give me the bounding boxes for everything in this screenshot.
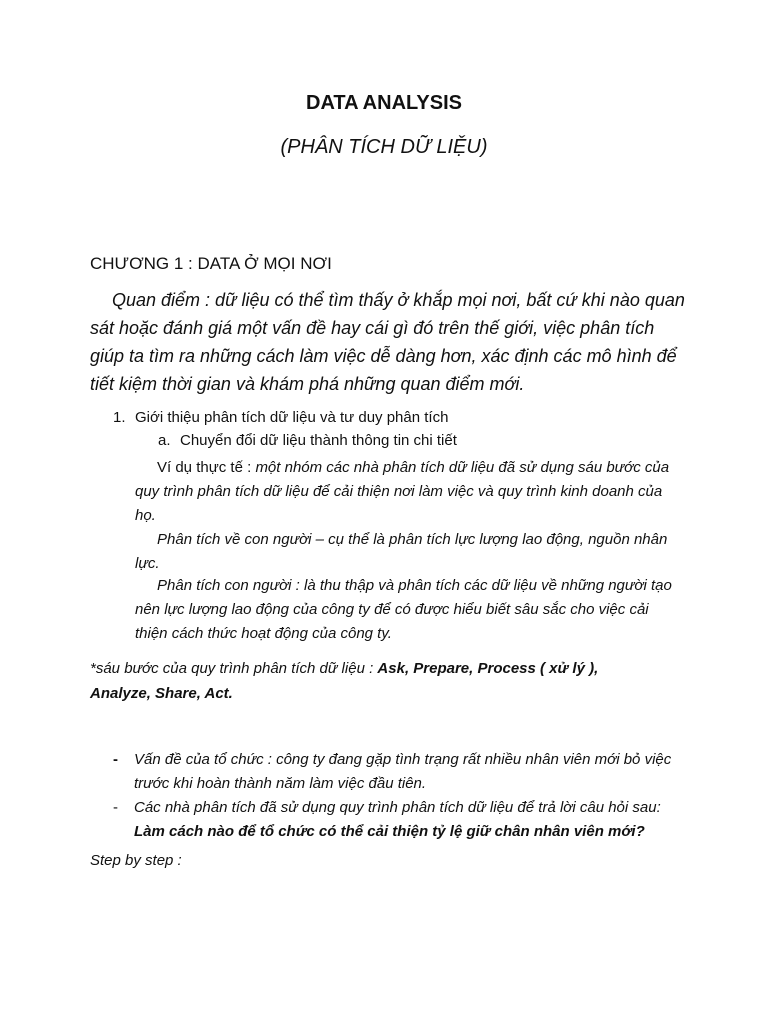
six-steps-prefix: *sáu bước của quy trình phân tích dữ liệu :: [90, 660, 378, 677]
bullet-item-1-text: Vấn đề của tổ chức : công ty đang gặp tình trạng rất nhiều nhân viên mới bỏ việc trước khi hoàn thành năm làm việc đầu tiên.: [134, 751, 672, 792]
viewpoint-paragraph: [90, 286, 690, 398]
sub-item-a-letter: a.: [158, 432, 171, 449]
document-subtitle: (PHÂN TÍCH DỮ LIỆU): [280, 136, 488, 158]
bullet-item-2-text: Các nhà phân tích đã sử dụng quy trình phân tích dữ liệu để trả lời câu hỏi sau:: [134, 799, 661, 816]
bullet-item-1: [113, 748, 673, 796]
bullet-dash-2: -: [113, 799, 118, 816]
sub-item-a: [158, 432, 457, 449]
example-text: một nhóm các nhà phân tích dữ liệu đã sử dụng sáu bước của quy trình phân tích dữ liệu để cải thiện nơi làm việc và quy trình kinh doanh của họ.: [135, 459, 670, 524]
step-by-step-label: Step by step :: [90, 852, 182, 869]
bullet-item-2-content: [134, 796, 673, 844]
bullet-dash-1: -: [113, 751, 118, 768]
chapter-heading: CHƯƠNG 1 : DATA Ở MỌI NƠI: [90, 254, 332, 273]
people-analytics-paragraph: [135, 528, 680, 576]
sub-item-a-text: Chuyển đổi dữ liệu thành thông tin chi tiết: [180, 432, 457, 449]
bullet-item-2: [113, 796, 673, 844]
people-analysis-definition-text: Phân tích con người : là thu thập và phân tích các dữ liệu về những người tạo nên lực lượng lao động của công ty để có được hiểu biết sâu sắc cho việc cải thiện cách thức hoạt động của công ty.: [135, 577, 672, 642]
list-item-1-text: Giới thiệu phân tích dữ liệu và tư duy phân tích: [135, 409, 449, 426]
viewpoint-text: Quan điểm : dữ liệu có thể tìm thấy ở khắp mọi nơi, bất cứ khi nào quan sát hoặc đánh giá một vấn đề hay cái gì đó trên thế giới, việc phân tích giúp ta tìm ra những cách làm việc dễ dàng hơn, xác định các mô hình để tiết kiệm thời gian và khám phá những quan điểm mới.: [90, 290, 685, 394]
document-title: DATA ANALYSIS: [306, 92, 462, 114]
six-steps-note: [90, 656, 650, 706]
bullet-item-2-question: Làm cách nào để tổ chức có thể cải thiện tỷ lệ giữ chân nhân viên mới?: [134, 823, 645, 840]
people-analysis-definition: [135, 574, 680, 646]
six-steps-list: Ask, Prepare, Process ( xử lý ), Analyze, Share, Act.: [90, 660, 599, 702]
list-item-1: [113, 409, 448, 426]
people-analytics-text: Phân tích về con người – cụ thể là phân tích lực lượng lao động, nguồn nhân lực.: [135, 531, 668, 572]
example-label: Ví dụ thực tế :: [157, 459, 256, 476]
list-item-1-number: 1.: [113, 409, 126, 426]
example-paragraph: [135, 456, 680, 528]
